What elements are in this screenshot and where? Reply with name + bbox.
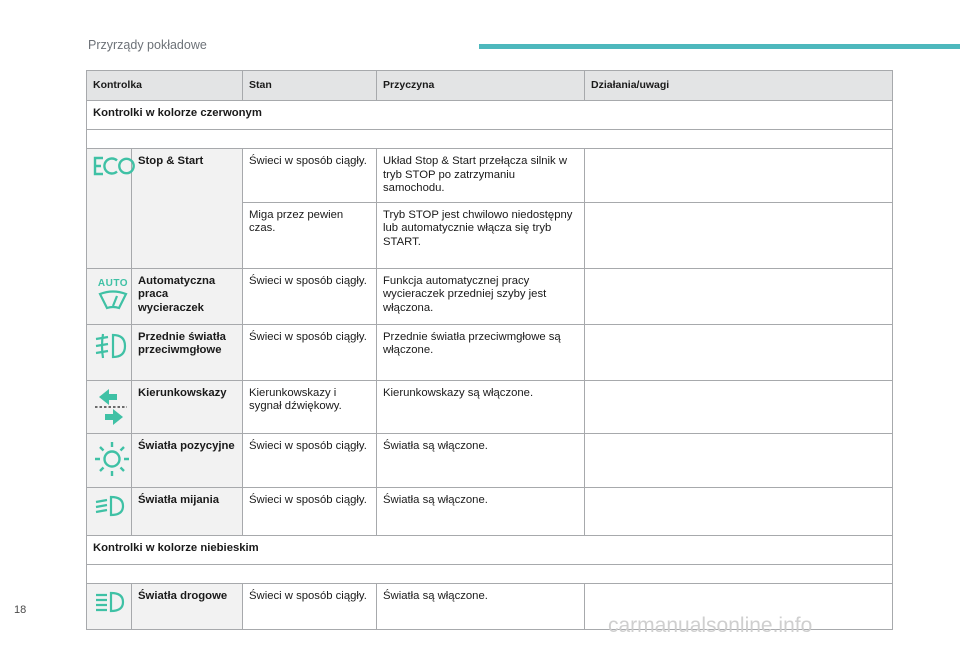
- column-header-przyczyna: Przyczyna: [377, 71, 585, 101]
- indicator-state: Świeci w sposób ciągły.: [243, 487, 377, 535]
- indicator-name: Światła pozycyjne: [132, 433, 243, 487]
- indicator-cause: Światła są włączone.: [377, 433, 585, 487]
- front-fog-light-icon: [87, 324, 132, 380]
- indicator-state: Świeci w sposób ciągły.: [243, 149, 377, 203]
- low-beam-icon: [87, 487, 132, 535]
- indicator-state: Świeci w sposób ciągły.: [243, 583, 377, 629]
- indicator-notes: [585, 324, 893, 380]
- indicator-name: Światła drogowe: [132, 583, 243, 629]
- indicator-name: Stop & Start: [132, 149, 243, 269]
- indicator-cause: Tryb STOP jest chwilowo niedostępny lub automatycznie włącza się tryb START.: [377, 202, 585, 268]
- column-header-uwagi: Działania/uwagi: [585, 71, 893, 101]
- indicator-notes: [585, 433, 893, 487]
- position-light-icon: [87, 433, 132, 487]
- column-header-stan: Stan: [243, 71, 377, 101]
- indicator-notes: [585, 268, 893, 324]
- indicator-name: Światła mijania: [132, 487, 243, 535]
- table-row: [87, 324, 893, 380]
- high-beam-icon: [87, 583, 132, 629]
- table-row: [87, 268, 893, 324]
- indicator-notes: [585, 149, 893, 203]
- indicator-name: Automatyczna praca wycieraczek: [132, 268, 243, 324]
- table-row: [87, 487, 893, 535]
- indicator-cause: Kierunkowskazy są włączone.: [377, 380, 585, 433]
- indicator-state: Świeci w sposób ciągły.: [243, 268, 377, 324]
- indicator-state: Miga przez pewien czas.: [243, 202, 377, 268]
- indicator-cause: Przednie światła przeciwmgłowe są włączone.: [377, 324, 585, 380]
- eco-stop-start-icon: [87, 149, 132, 269]
- indicator-cause: Układ Stop & Start przełącza silnik w tryb STOP po zatrzymaniu samochodu.: [377, 149, 585, 203]
- auto-wiper-icon: [87, 268, 132, 324]
- indicator-state: Kierunkowskazy i sygnał dźwiękowy.: [243, 380, 377, 433]
- indicator-name: Przednie światła przeciwmgłowe: [132, 324, 243, 380]
- indicator-cause: Światła są włączone.: [377, 487, 585, 535]
- section-title-red: Kontrolki w kolorze czerwonym: [87, 101, 893, 130]
- turn-signal-icon: [87, 380, 132, 433]
- indicator-notes: [585, 380, 893, 433]
- page-number: 18: [14, 604, 27, 616]
- indicator-state: Świeci w sposób ciągły.: [243, 324, 377, 380]
- indicator-name: Kierunkowskazy: [132, 380, 243, 433]
- page-header-title: Przyrządy pokładowe: [88, 38, 207, 52]
- indicator-state: Świeci w sposób ciągły.: [243, 433, 377, 487]
- svg-text:AUTO: AUTO: [97, 277, 129, 289]
- section-title-blue: Kontrolki w kolorze niebieskim: [87, 535, 893, 564]
- column-header-kontrolka: Kontrolka: [87, 71, 243, 101]
- table-row: [87, 149, 893, 203]
- watermark: carmanualsonline.info: [608, 614, 813, 637]
- indicator-cause: Funkcja automatycznej pracy wycieraczek przedniej szyby jest włączona.: [377, 268, 585, 324]
- table-header-row: [87, 71, 893, 101]
- section-row-blue: [87, 535, 893, 564]
- indicator-table: [86, 70, 893, 630]
- header-accent-bar: [479, 44, 960, 49]
- indicator-notes: [585, 202, 893, 268]
- section-row-red: [87, 101, 893, 130]
- indicator-cause: Światła są włączone.: [377, 583, 585, 629]
- indicator-notes: [585, 487, 893, 535]
- table-row: [87, 380, 893, 433]
- table-row: [87, 433, 893, 487]
